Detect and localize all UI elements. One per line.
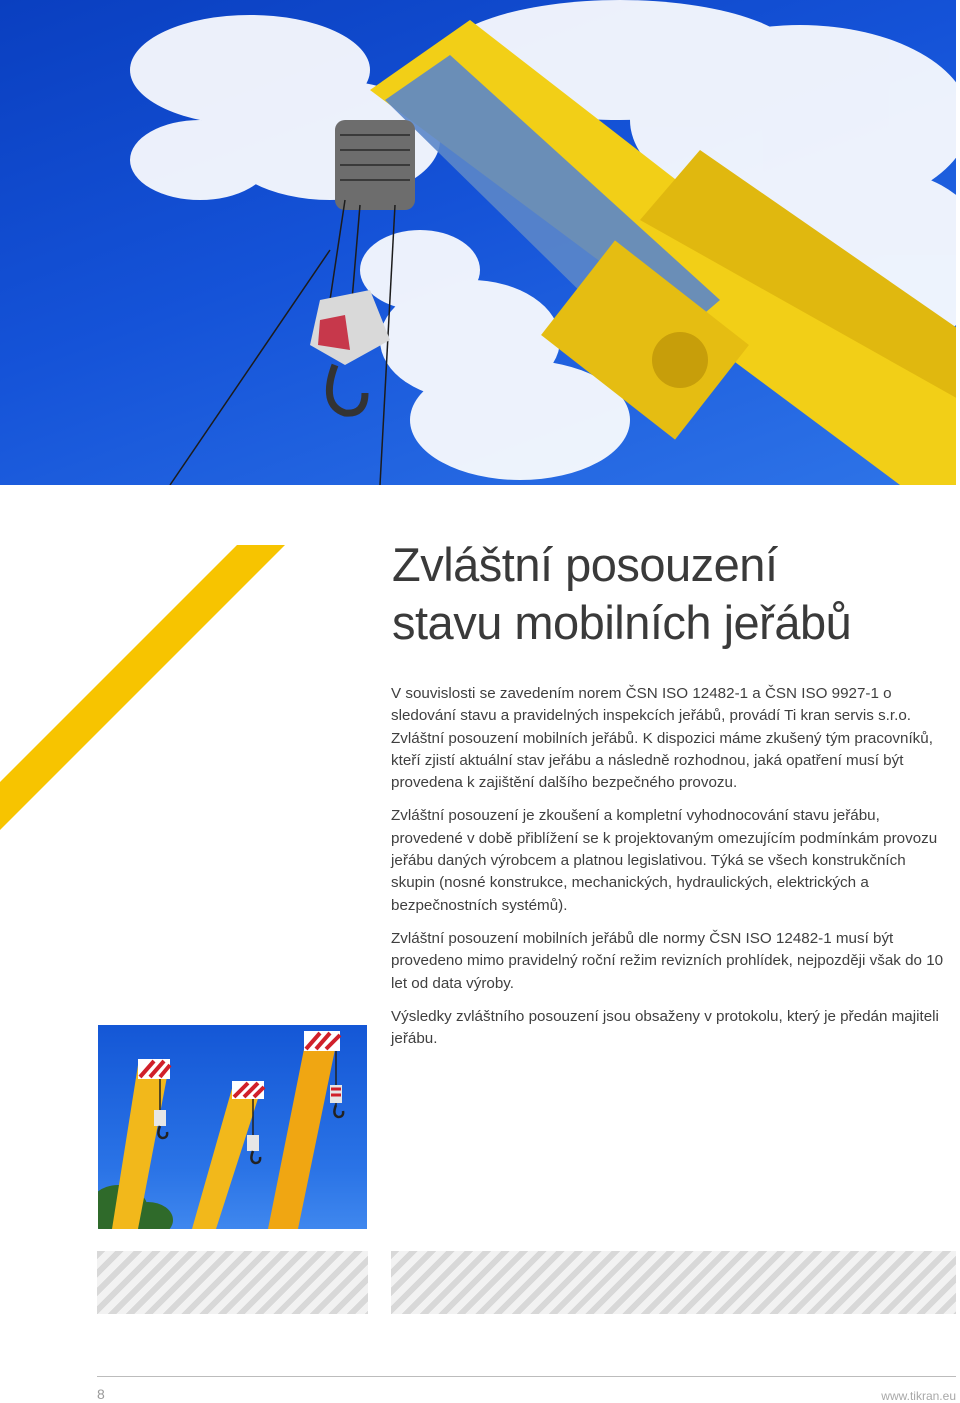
hero-crane-image [0, 0, 956, 485]
yellow-accent-stripe [0, 545, 290, 845]
paragraph-results: Výsledky zvláštního posouzení jsou obsaženy v protokolu, který je předán majiteli jeřábu. [391, 1007, 939, 1048]
page-title [392, 536, 932, 652]
accent-stripe-shape [0, 545, 285, 830]
body-text [391, 683, 951, 1061]
title-line-1: Zvláštní posouzení [392, 538, 778, 591]
hatch-pattern-right [391, 1251, 956, 1314]
thumbnail-cranes-image [98, 1025, 367, 1229]
crane-boom-photo-icon [0, 0, 956, 485]
page-number: 8 [97, 1386, 105, 1402]
footer-divider [97, 1376, 956, 1377]
website-link[interactable]: www.tikran.eu [881, 1389, 956, 1403]
hatch-pattern-left [97, 1251, 368, 1314]
title-line-2: stavu mobilních jeřábů [392, 596, 852, 649]
paragraph-definition: Zvláštní posouzení je zkoušení a kompletní vyhodnocování stavu jeřábu, provedené v době přiblížení se k projektovaným omezujícím podmínkám provozu jeřábu daných výrobcem a platnou legislativou. Týká se všech konstrukčních skupin (nosné konstrukce, mechanických, hydraulických, elektrických a bezpečnostních systémů). [391, 807, 938, 914]
paragraph-requirement: Zvláštní posouzení mobilních jeřábů dle normy ČSN ISO 12482-1 musí být provedeno mimo pravidelný roční režim revizních prohlídek, nejpozději však do 10 let od data výroby. [391, 929, 944, 992]
paragraph-intro: V souvislosti se zavedením norem ČSN ISO 12482-1 a ČSN ISO 9927-1 o sledování stavu a pravidelných inspekcích jeřábů, provádí Ti kran servis s.r.o. Zvláštní posouzení mobilních jeřábů. K dispozici máme zkušený tým pracovníků, kteří zjistí aktuální stav jeřábu a následně rozhodnou, jaká opatření musí být provedena k zajištění dalšího bezpečného provozu. [391, 685, 933, 792]
three-crane-booms-photo-icon [98, 1025, 367, 1229]
